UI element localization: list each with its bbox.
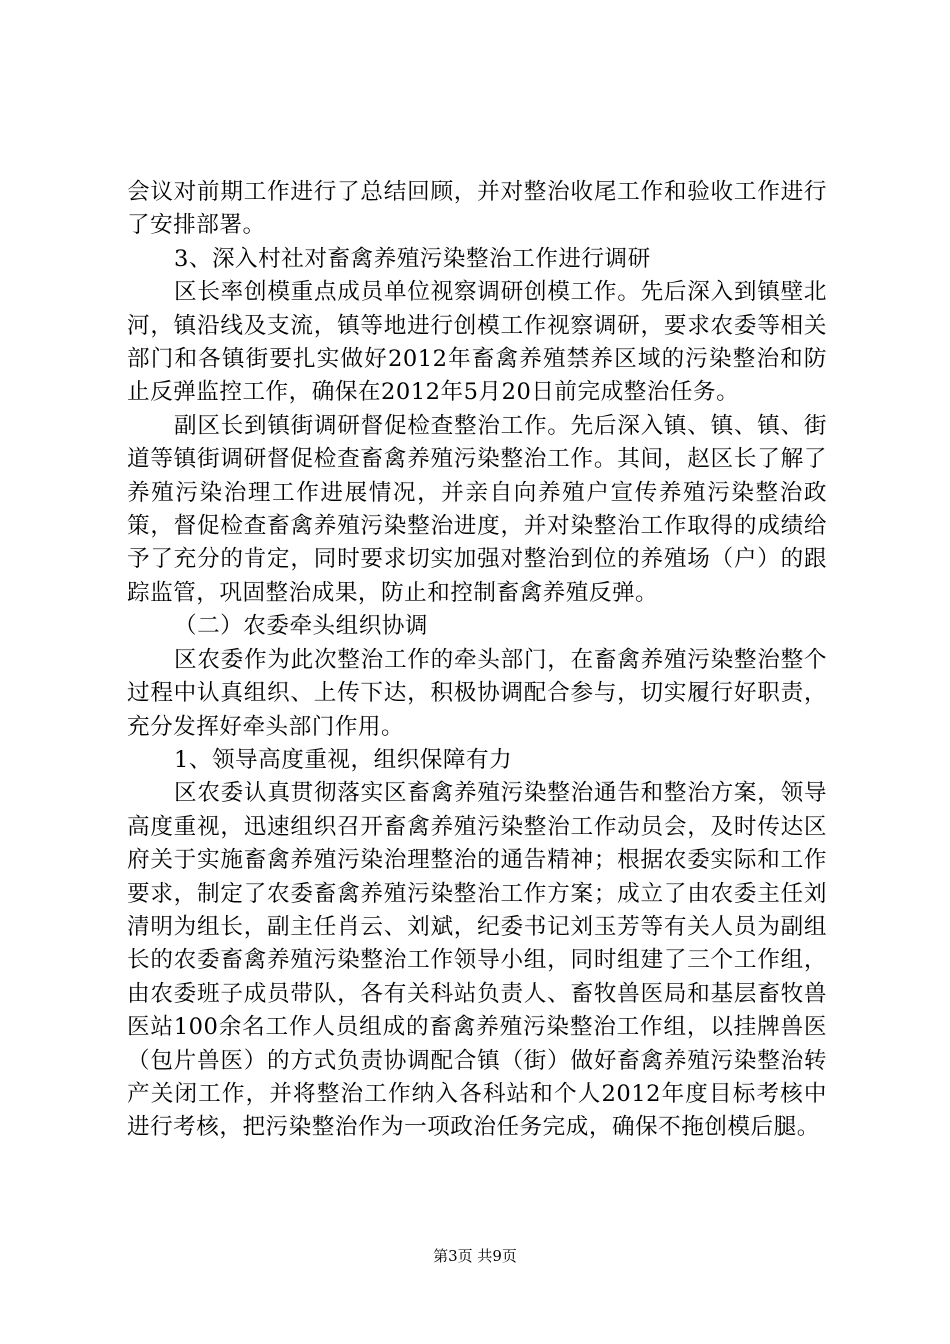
paragraph-2: 区长率创模重点成员单位视察调研创模工作。先后深入到镇壁北河，镇沿线及支流，镇等地进行创模工作视察调研，要求农委等相关部门和各镇街要扎实做好2012年畜禽养殖禁养区域的污染整治和防止反弹监控工作，确保在2012年5月20日前完成整治任务。: [127, 279, 827, 406]
section-heading-2: （二）农委牵头组织协调: [174, 613, 429, 640]
paragraph-1: 会议对前期工作进行了总结回顾，并对整治收尾工作和验收工作进行了安排部署。: [127, 179, 827, 239]
section-heading-1: 1、领导高度重视，组织保障有力: [174, 746, 513, 773]
paragraph-5: 区农委认真贯彻落实区畜禽养殖污染整治通告和整治方案，领导高度重视，迅速组织召开畜禽养殖污染整治工作动员会，及时传达区府关于实施畜禽养殖污染治理整治的通告精神；根据农委实际和工作要求，制定了农委畜禽养殖污染整治工作方案；成立了由农委主任刘清明为组长，副主任肖云、刘斌，纪委书记刘玉芳等有关人员为副组长的农委畜禽养殖污染整治工作领导小组，同时组建了三个工作组，由农委班子成员带队，各有关科站负责人、畜牧兽医局和基层畜牧兽医站100余名工作人员组成的畜禽养殖污染整治工作组，以挂牌兽医（包片兽医）的方式负责协调配合镇（街）做好畜禽养殖污染整治转产关闭工作，并将整治工作纳入各科站和个人2012年度目标考核中进行考核，把污染整治作为一项政治任务完成，确保不拖创模后腿。: [127, 780, 827, 1141]
document-body: [127, 176, 827, 1145]
section-heading-3: 3、深入村社对畜禽养殖污染整治工作进行调研: [174, 245, 651, 272]
paragraph-4: 区农委作为此次整治工作的牵头部门，在畜禽养殖污染整治整个过程中认真组织、上传下达，积极协调配合参与，切实履行好职责，充分发挥好牵头部门作用。: [127, 646, 827, 740]
paragraph-3: 副区长到镇街调研督促检查整治工作。先后深入镇、镇、镇、街道等镇街调研督促检查畜禽养殖污染整治工作。其间，赵区长了解了养殖污染治理工作进展情况，并亲自向养殖户宣传养殖污染整治政策，督促检查畜禽养殖污染整治进度，并对染整治工作取得的成绩给予了充分的肯定，同时要求切实加强对整治到位的养殖场（户）的跟踪监管，巩固整治成果，防止和控制畜禽养殖反弹。: [127, 412, 827, 606]
page-number: 第3页 共9页: [433, 1247, 517, 1265]
